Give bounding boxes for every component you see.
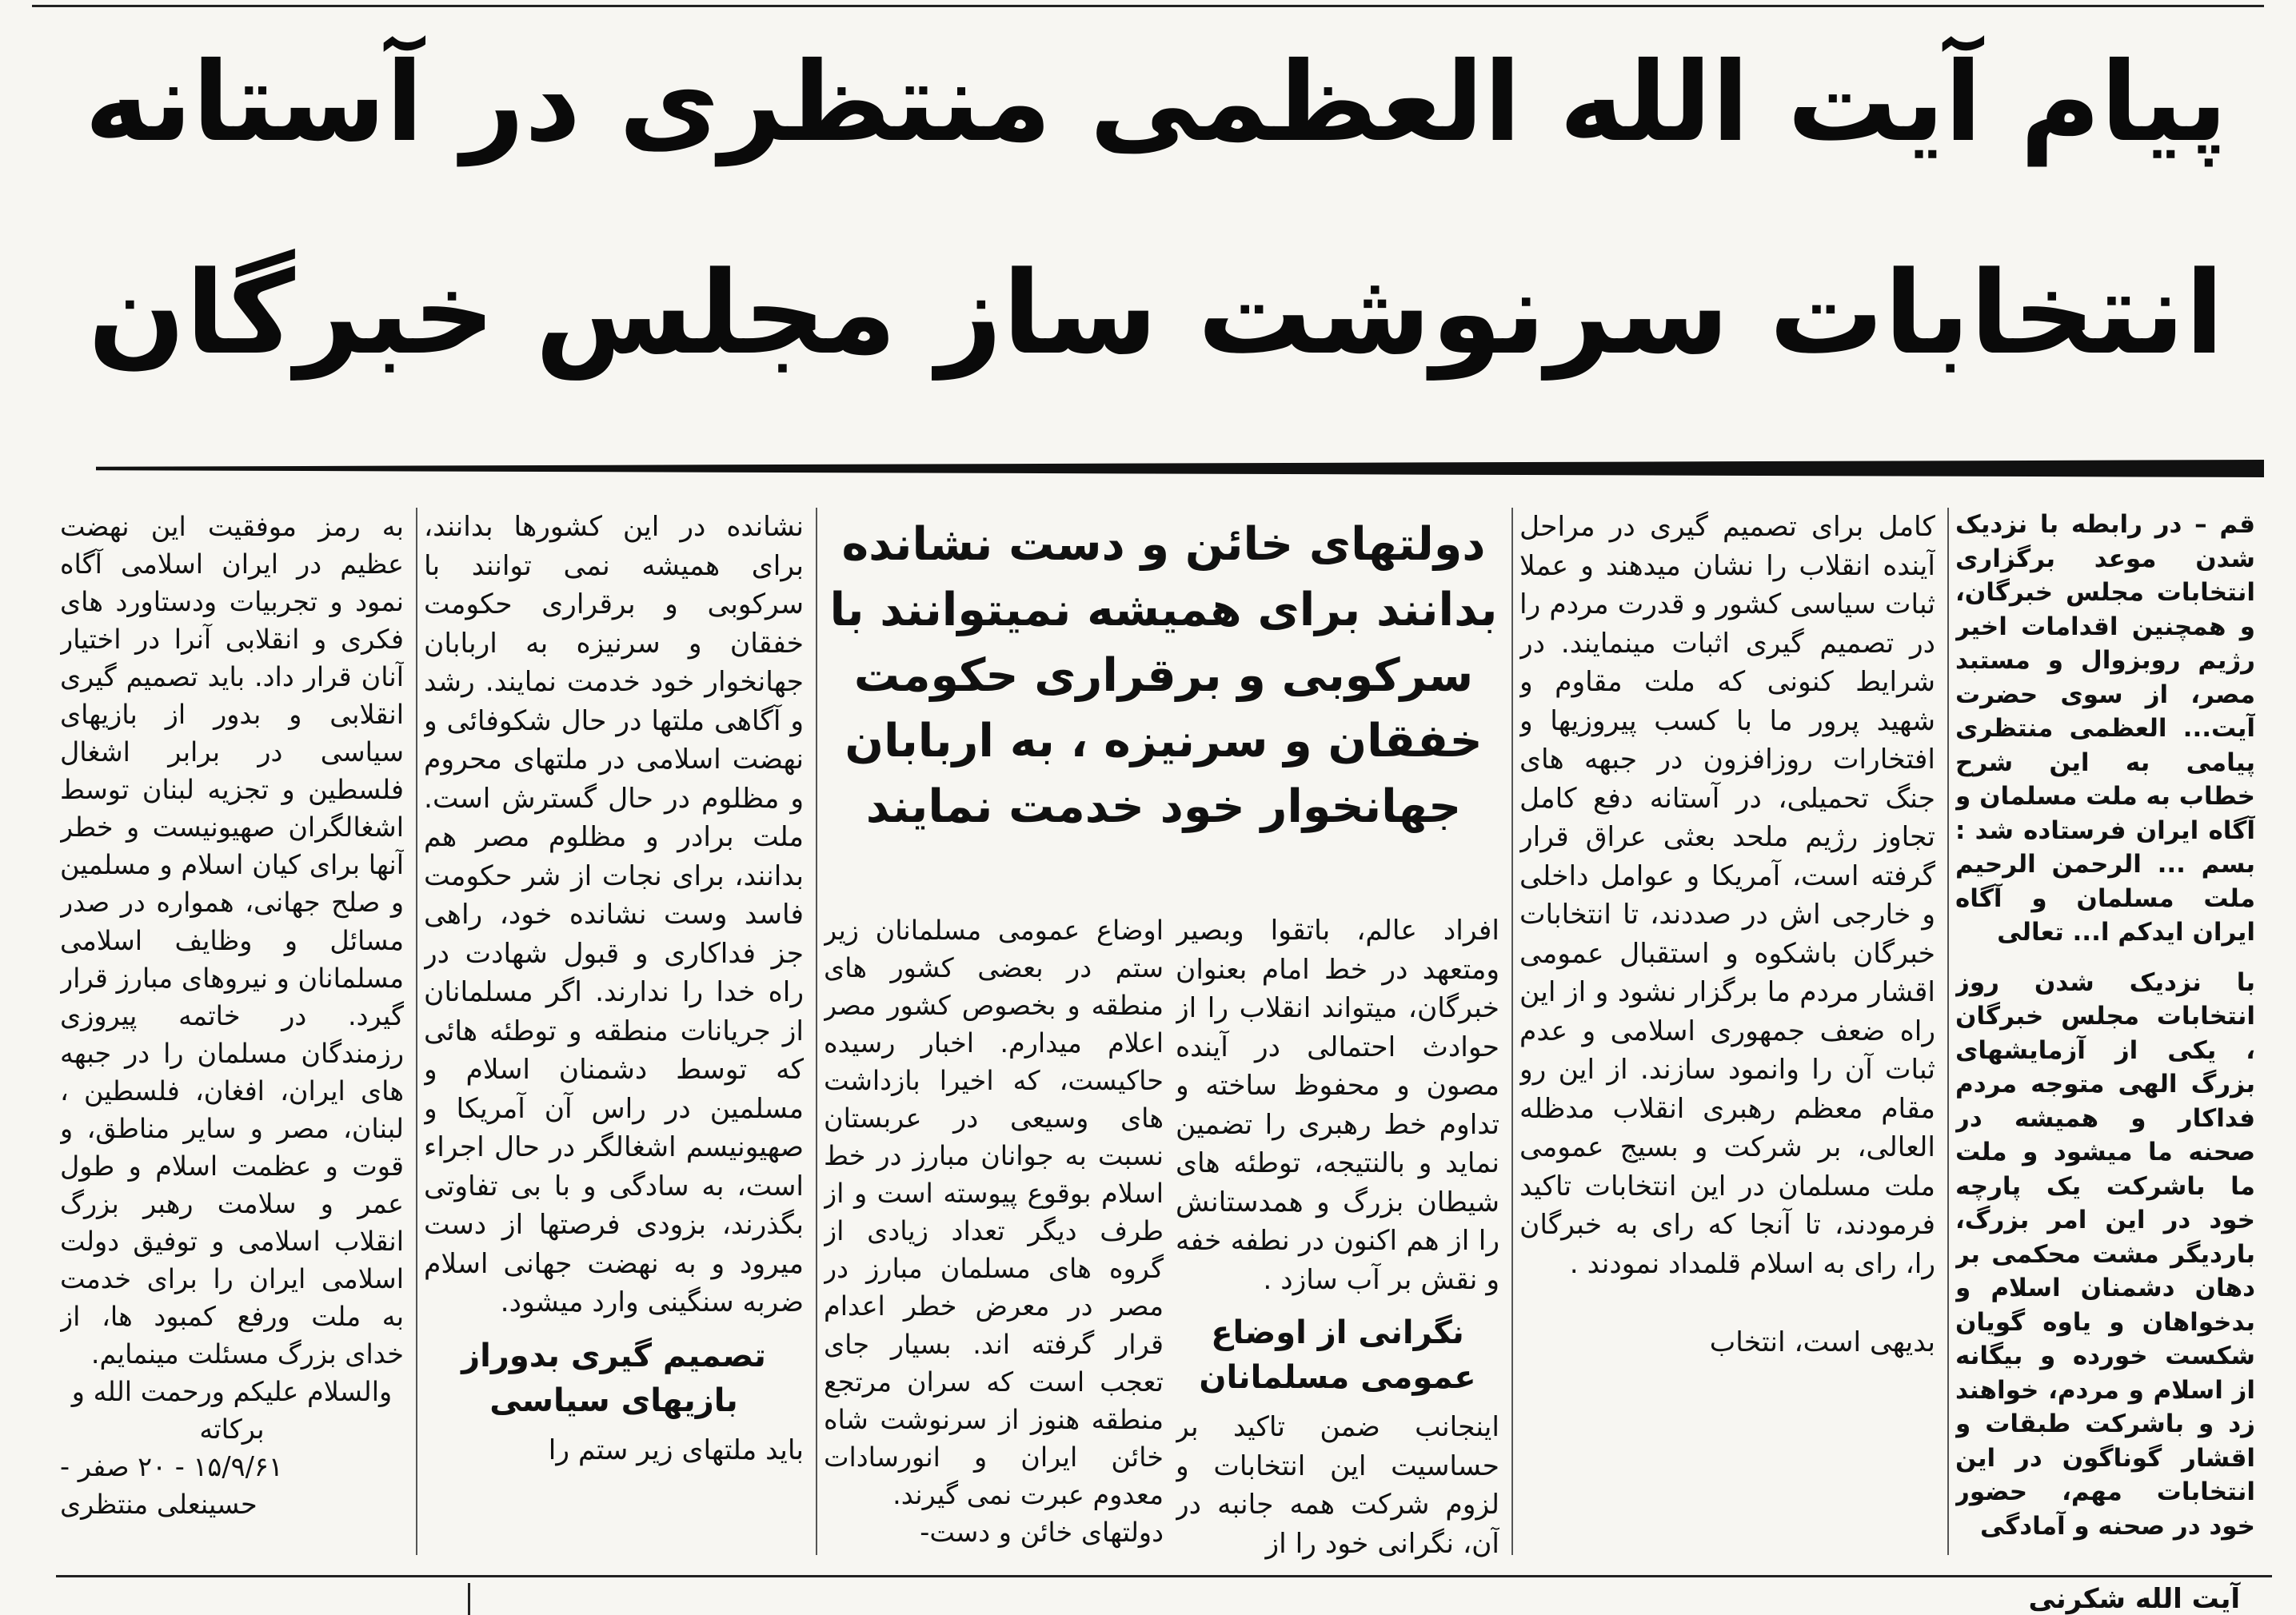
next-article-fragment: آیت الله شکرنی (2028, 1583, 2240, 1615)
column-divider (416, 508, 417, 1555)
body-paragraph: افراد عالم، باتقوا وبصیر ومتعهد در خط امام بعنوان خبرگان، میتواند انقلاب را از حوادث احتمالی در آینده مصون و محفوظ ساخته و تداوم خط رهبری را تضمین نماید و بالنتیجه، توطئه های شیطان بزرگ و همدستانش را از هم اکنون در نطفه خفه و نقش بر آب سازد . (1176, 915, 1499, 1296)
closing-salutation: والسلام علیکم ورحمت الله و برکاته (71, 1376, 393, 1446)
top-rule (32, 5, 2264, 7)
date-line: ۱۵/۹/۶۱ - ۲۰ صفر - (60, 1451, 283, 1483)
section-heading: تصمیم گیری بدوراز بازیهای سیاسی (461, 1337, 766, 1419)
body-paragraph: به رمز موفقیت این نهضت عظیم در ایران اسلامی آگاه نمود و تجربیات ودستاورد های فکری و انقلابی آنرا در اختیار آنان قرار داد. باید تصمیم گیری انقلابی و بدور از بازیهای سیاسی در برابر اشغال فلسطین و تجزیه لبنان توسط اشغالگران صهیونیست و خطر آنها برای کیان اسلام و مسلمین و صلح جهانی، همواره در صدر مسائل و وظایف اسلامی مسلمانان و نیروهای مبارز قرار گیرد. در خاتمه پیروزی رزمندگان مسلمان را در جبهه های ایران، افغان، فلسطین ، لبنان، مصر و سایر مناطق، و قوت و عظمت اسلام و طول عمر و سلامت رهبر بزرگ انقلاب اسلامی و توفیق دولت اسلامی ایران را برای خدمت به ملت ورفع کمبود ها، از خدای بزرگ مسئلت مینمایم. (60, 511, 404, 1370)
body-paragraph: کامل برای تصمیم گیری در مراحل آینده انقلاب را نشان میدهند و عملا ثبات سیاسی کشور و قدرت مردم را در تصمیم گیری اثبات مینمایند. در شرایط کنونی که ملت مقاوم و شهید پرور ما با کسب پیروزیها و افتخارات روزافزون در جبهه های جنگ تحمیلی، در آستانه دفع کامل تجاوز رژیم ملحد بعثی عراق قرار گرفته است، آمریکا و عوامل داخلی و خارجی اش در صددند، تا انتخابات خبرگان باشکوه و استقبال عمومی اقشار مردم ما برگزار نشود و از این راه ضعف جمهوری اسلامی و عدم ثبات آن را وانمود سازند. از این رو مقام معظم رهبری انقلاب مدظله العالی، بر شرکت و بسیج عمومی ملت مسلمان در این انتخابات تاکید فرمودند، تا آنجا که رای به خبرگان را، رای به اسلام قلمداد نمودند . (1519, 511, 1935, 1280)
body-paragraph: اینجانب ضمن تاکید بر حساسیت این انتخابات و لزوم شرکت همه جانبه در آن، نگرانی خود را از (1176, 1411, 1499, 1560)
bottom-divider-mark (468, 1583, 470, 1615)
column-last-line: دولتهای خائن و دست- (920, 1516, 1164, 1548)
column-divider (1947, 508, 1949, 1555)
body-paragraph: نشانده در این کشورها بدانند، برای همیشه نمی توانند با سرکوبی و برقراری حکومت خفقان و سرنیزه به اربابان جهانخوار خود خدمت نمایند. رشد و آگاهی ملتها در حال شکوفائی و نهضت اسلامی در ملتهای محروم و مظلوم در حال گسترش است. ملت برادر و مظلوم مصر هم بدانند، برای نجات از شر حکومت فاسد وست نشانده خود، راهی جز فداکاری و قبول شهادت در راه خدا را ندارند. اگر مسلمانان از جریانات منطقه و توطئه هائی که توسط دشمنان اسلام و مسلمین در راس آن آمریکا و صهیونیسم اشغالگر در حال اجراء است، به سادگی و با بی تفاوتی بگذرند، بزودی فرصتها از دست میرود و به نهضت جهانی اسلام ضربه سنگینی وارد میشود. (424, 511, 804, 1318)
article-column-6 (60, 508, 404, 1563)
article-column-2 (1519, 508, 1935, 1563)
article-column-1 (1955, 508, 2255, 1563)
signature: حسینعلی منتظری (60, 1489, 258, 1521)
headline-line-2: انتخابات سرنوشت ساز مجلس خبرگان (87, 246, 2225, 380)
section-heading: نگرانی از اوضاع عمومی مسلمانان (1199, 1314, 1476, 1396)
subheadline: دولتهای خائن و دست نشانده بدانند برای همیشه نمیتوانند با سرکوبی و برقراری حکومت خفقان و سرنیزه ، به اربابان جهانخوار خود خدمت نمایند (829, 518, 1498, 833)
article-column-5 (424, 508, 804, 1563)
column-last-line: باید ملتهای زیر ستم را (548, 1434, 804, 1466)
article-column-3 (1176, 911, 1499, 1563)
headline-line-1: پیام آیت الله العظمی منتظری در آستانه (84, 39, 2228, 166)
body-paragraph: با نزدیک شدن روز انتخابات مجلس خبرگان ، یکی از آزمایشهای بزرگ الهی متوجه مردم فداکار و همیشه در صحنه ما میشود و ملت ما باشرکت یک پارچه خود در این امر بزرگ، باردیگر مشت محکمی بر دهان دشمنان اسلام و بدخواهان و یاوه گویان شکست خورده و بیگانه از اسلام و مردم، خواهند زد و باشرکت طبقات و اقشار گوناگون در این انتخابات مهم، حضور خود در صحنه و آمادگی (1955, 967, 2255, 1541)
article-column-4 (824, 911, 1164, 1563)
body-paragraph: اوضاع عمومی مسلمانان زیر ستم در بعضی کشور های منطقه و بخصوص کشور مصر اعلام میدارم. اخبار رسیده حاکیست، که اخیرا بازداشت های وسیعی در عربستان نسبت به جوانان مبارز در خط اسلام بوقوع پیوسته است و از طرف دیگر تعداد زیادی از گروه های مسلمان مبارز در مصر در معرض خطر اعدام قرار گرفته اند. بسیار جای تعجب است که سران مرتجع منطقه هنوز از سرنوشت شاه خائن ایران و انورسادات معدوم عبرت نمی گیرند. (824, 915, 1164, 1510)
column-divider (1511, 508, 1513, 1555)
column-divider (816, 508, 817, 1555)
bottom-rule (56, 1575, 2272, 1577)
intro-paragraph: قم – در رابطه با نزدیک شدن موعد برگزاری انتخابات مجلس خبرگان، و همچنین اقدامات اخیر رژیم روبزوال و مستبد مصر، از سوی حضرت آیت... العظمی منتظری پیامی به این شرح خطاب به ملت مسلمان و آگاه ایران فرستاده شد : بسم ... الرحمن الرحیم ملت مسلمان و آگاه ایران ایدکم ا... تعالی (1955, 510, 2255, 947)
column-last-line: بدیهی است، انتخاب (1709, 1326, 1935, 1358)
